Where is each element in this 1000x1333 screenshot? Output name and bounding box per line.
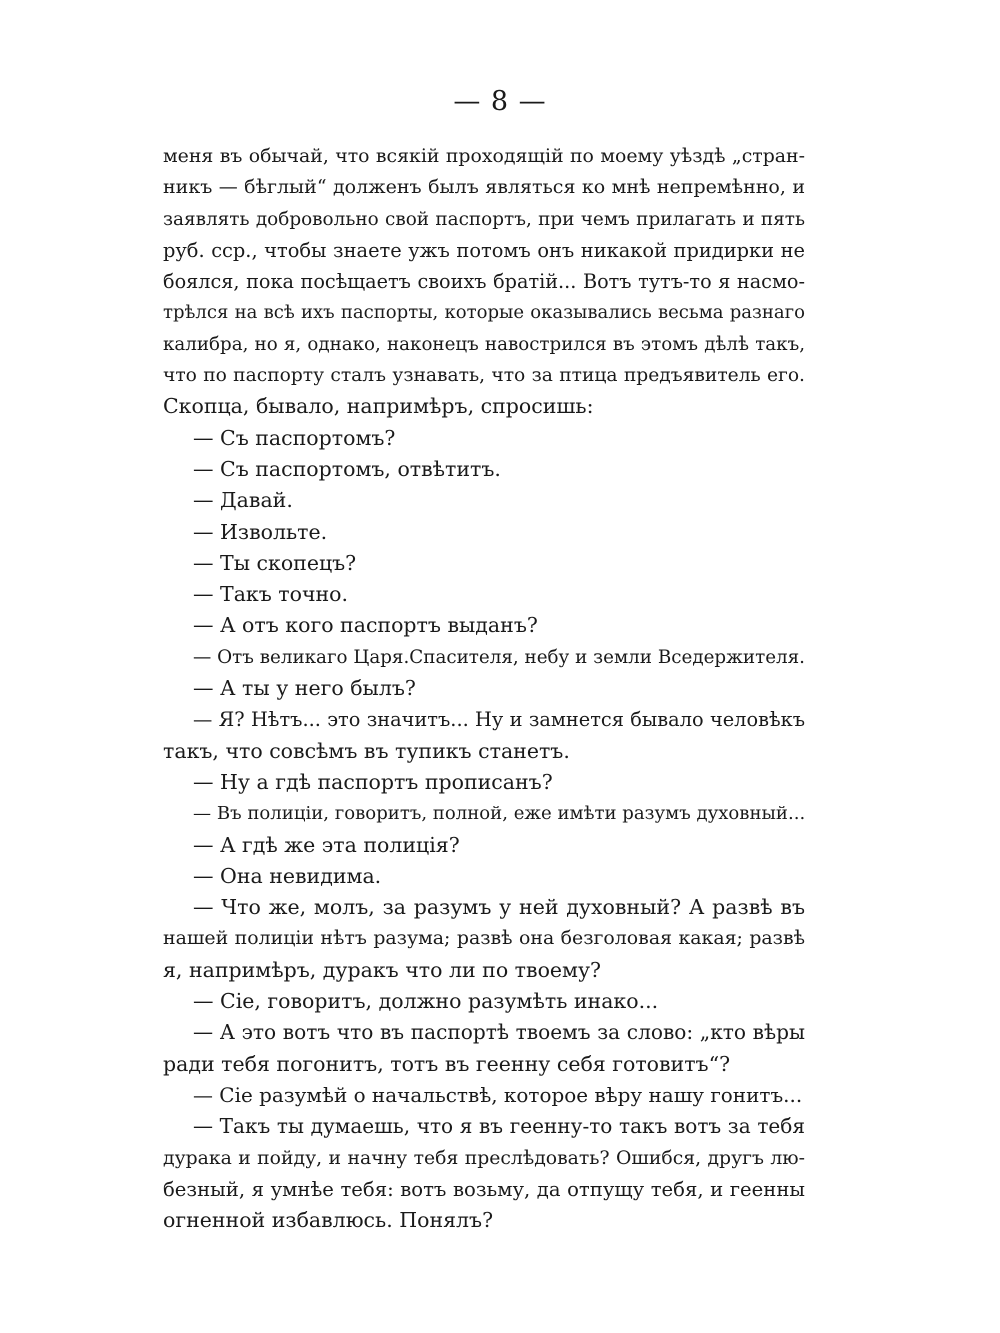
text-line: — Извольте. bbox=[193, 519, 328, 544]
text-line: калибра, но я, однако, наконецъ навострился въ этомъ дѣлѣ такъ, bbox=[163, 333, 805, 355]
text-line: — Она невидима. bbox=[193, 863, 382, 888]
text-line: безный, я умнѣе тебя: вотъ возьму, да отпущу тебя, и геенны bbox=[163, 1177, 805, 1201]
text-line: огненной избавлюсь. Понялъ? bbox=[163, 1208, 494, 1233]
text-line: — Отъ великаго Царя.Спасителя, небу и земли Вседержителя. bbox=[193, 646, 805, 668]
text-line: нашей полицiи нѣтъ разума; развѣ она безголовая какая; развѣ bbox=[163, 927, 805, 950]
text-line: — А гдѣ же эта полицiя? bbox=[193, 832, 460, 857]
text-line: что по паспорту сталъ узнавать, что за птица предъявитель его. bbox=[163, 365, 805, 387]
page-number: — 8 — bbox=[453, 86, 547, 117]
text-line: такъ, что совсѣмъ въ тупикъ станетъ. bbox=[163, 738, 570, 763]
text-line: руб. сср., чтобы знаете ужъ потомъ онъ никакой придирки не bbox=[163, 238, 805, 262]
text-line: — Въ полицiи, говоритъ, полной, еже имѣти разумъ духовный... bbox=[193, 803, 806, 825]
text-line: — А ты у него былъ? bbox=[193, 676, 416, 701]
text-line: я, напримѣръ, дуракъ что ли по твоему? bbox=[163, 957, 602, 982]
text-line: дурака и пойду, и начну тебя преслѣдовать? Ошибся, другъ лю- bbox=[163, 1147, 805, 1169]
text-line: — Съ паспортомъ? bbox=[193, 425, 396, 450]
text-line: — Ну а гдѣ паспортъ прописанъ? bbox=[193, 769, 553, 794]
body-text bbox=[163, 141, 805, 1236]
text-line: — Сiе, говоритъ, должно разумѣть инако... bbox=[193, 989, 659, 1014]
text-line: меня въ обычай, что всякiй проходящiй по моему уѣздѣ „стран- bbox=[163, 145, 805, 167]
text-line: — А это вотъ что въ паспортѣ твоемъ за слово: „кто вѣры bbox=[193, 1020, 805, 1045]
text-line: — Что же, молъ, за разумъ у ней духовный? А развѣ въ bbox=[193, 895, 805, 920]
text-line: — Ты скопецъ? bbox=[193, 550, 357, 575]
text-line: ради тебя погонитъ, тотъ въ геенну себя готовитъ“? bbox=[163, 1051, 731, 1076]
text-line: Скопца, бывало, напримѣръ, спросишь: bbox=[163, 394, 594, 419]
text-line: — Такъ ты думаешь, что я въ геенну-то такъ вотъ за тебя bbox=[193, 1114, 805, 1139]
text-line: трѣлся на всѣ ихъ паспорты, которые оказывались весьма разнаго bbox=[163, 302, 805, 324]
text-line: — Я? Нѣтъ... это значитъ... Ну и замнется бывало человѣкъ bbox=[193, 708, 805, 732]
text-line: никъ — бѣглый“ долженъ былъ являться ко мнѣ непремѣнно, и bbox=[163, 176, 805, 199]
text-line: — А отъ кого паспортъ выданъ? bbox=[193, 613, 538, 638]
text-line: — Сiе разумѣй о начальствѣ, которое вѣру нашу гонитъ... bbox=[193, 1082, 803, 1107]
text-line: боялся, пока посѣщаетъ своихъ братiй... Вотъ тутъ-то я насмо- bbox=[163, 270, 805, 294]
text-line: — Такъ точно. bbox=[193, 582, 349, 607]
text-line: заявлять добровольно свой паспортъ, при чемъ прилагать и пять bbox=[163, 208, 805, 230]
text-line: — Съ паспортомъ, отвѣтитъ. bbox=[193, 456, 501, 481]
text-line: — Давай. bbox=[193, 488, 293, 513]
